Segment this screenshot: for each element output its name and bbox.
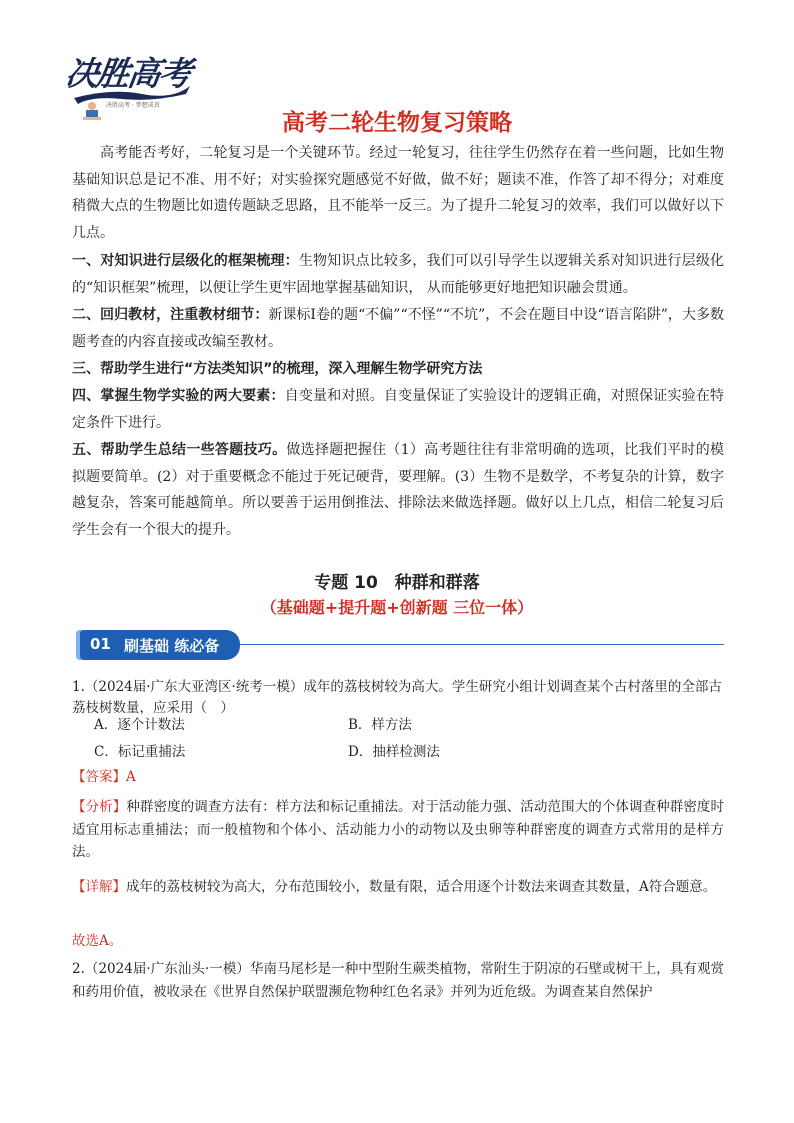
point-3 [72, 356, 724, 383]
point-2-body: 新课标Ⅰ卷的题“不偏”“不怪”“不坑”，不会在题目中设“语言陷阱”，大多数题考查的内容直接或改编至教材。 [72, 307, 724, 350]
point-3-head: 三、帮助学生进行“方法类知识”的梳理，深入理解生物学研究方法 [72, 361, 483, 377]
point-2 [72, 302, 724, 355]
point-4 [72, 383, 724, 436]
section-banner [72, 628, 724, 662]
question-1-option-a: A．逐个计数法 [94, 717, 185, 733]
question-2-stem: 2.（2024届·广东汕头·一模）华南马尾杉是一种中型附生蕨类植物，常附生于阴凉的石壁或树干上，具有观赏和药用价值，被收录在《世界自然保护联盟濒危物种红色名录》并列为近危级。为调查某自然保护 [72, 961, 724, 1000]
topic-title: 专题 10 种群和群落 [314, 573, 480, 593]
analysis-text: 种群密度的调查方法有：样方法和标记重捕法。对于活动能力强、活动范围大的个体调查种群密度时适宜用标志重捕法；而一般植物和个体小、活动能力小的动物以及虫卵等种群密度的调查方式常用的是样方法。 [72, 799, 725, 860]
question-1-answer [72, 766, 724, 789]
point-1-body: 生物知识点比较多，我们可以引导学生以逻辑关系对知识进行层级化的“知识框架”梳理，以便让学生更牢固地掌握基础知识， 从而能够更好地把知识融会贯通。 [72, 253, 724, 296]
answer-tag: 【答案】 [72, 769, 126, 785]
topic-subtitle: （基础题+提升题+创新题 三位一体） [260, 598, 534, 617]
question-1-option-d: D．抽样检测法 [348, 744, 440, 760]
question-1-option-c: C．标记重捕法 [94, 744, 186, 760]
question-1-stem: 1.（2024届·广东大亚湾区·统考一模）成年的荔枝树较为高大。学生研究小组计划调查某个古村落里的全部古荔枝树数量，应采用（ ） [72, 679, 722, 716]
banner-number: 01 [90, 635, 111, 653]
logo-slogan: 决胜高考 · 梦想成真 [106, 102, 160, 109]
banner-tab [80, 630, 240, 660]
detail-tag: 【详解】 [72, 879, 126, 895]
answer-value: A [126, 769, 136, 785]
logo-text: 决胜高考 [62, 54, 193, 93]
point-5-body: 做选择题把握住（1）高考题往往有非常明确的选项，比我们平时的模拟题要简单。(2）对于重要概念不能过于死记硬背，要理解。(3）生物不是数学，不考复杂的计算，数字越复杂，答案可能越简单。所以要善于运用倒推法、排除法来做选择题。做好以上几点，相信二轮复习后学生会有一个很大的提升。 [72, 442, 725, 538]
analysis-tag: 【分析】 [72, 799, 127, 815]
question-1-detail [72, 876, 724, 899]
banner-label: 刷基础 练必备 [124, 637, 220, 655]
question-1-option-b: B．样方法 [348, 717, 412, 733]
point-2-head: 二、回归教材，注重教材细节： [72, 307, 269, 323]
point-4-head: 四、掌握生物学实验的两大要素： [72, 388, 285, 404]
point-4-body: 自变量和对照。自变量保证了实验设计的逻辑正确，对照保证实验在特定条件下进行。 [72, 388, 725, 431]
question-1-choose: 故选A。 [72, 933, 123, 949]
detail-text: 成年的荔枝树较为高大，分布范围较小，数量有限，适合用逐个计数法来调查其数量，A符合题意。 [126, 879, 717, 895]
page-title: 高考二轮生物复习策略 [282, 110, 512, 136]
point-5-head: 五、帮助学生总结一些答题技巧。 [72, 442, 287, 458]
point-5 [72, 437, 724, 543]
intro-paragraph: 高考能否考好，二轮复习是一个关键环节。经过一轮复习，往往学生仍然存在着一些问题，比如生物基础知识总是记不准、用不好；对实验探究题感觉不好做，做不好；题读不准，作答了却不得分；对难度稍微大点的生物题比如遗传题缺乏思路，且不能举一反三。为了提升二轮复习的效率，我们可以做好以下几点。 [72, 145, 724, 241]
point-1 [72, 248, 724, 301]
point-1-head: 一、对知识进行层级化的框架梳理： [72, 253, 299, 269]
question-1-analysis [72, 796, 724, 864]
